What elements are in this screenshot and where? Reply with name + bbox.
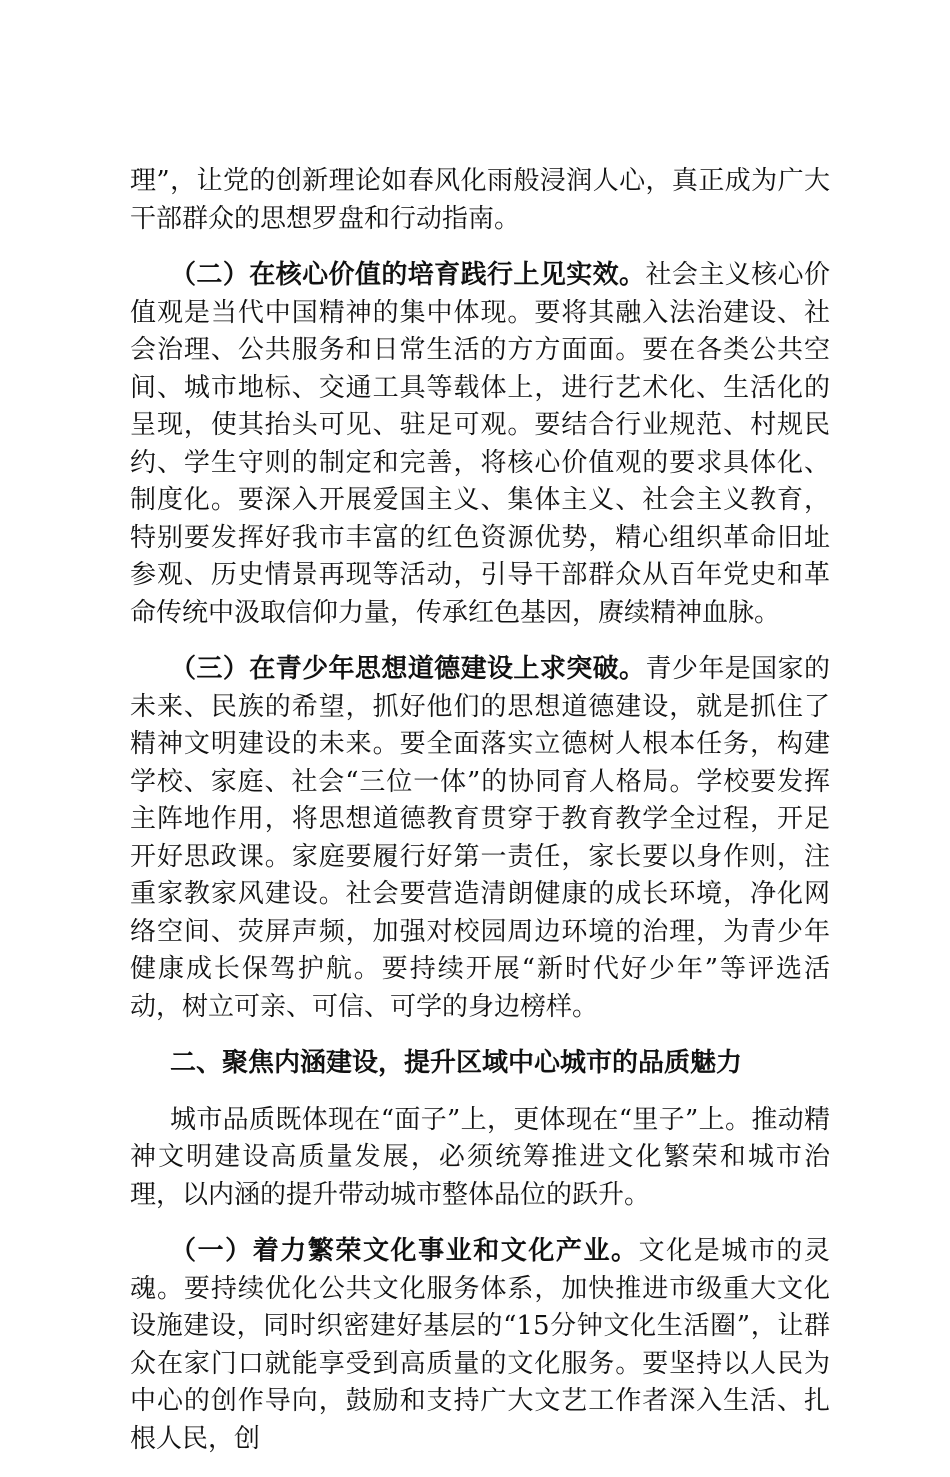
paragraph-lead-heading: （二）在核心价值的培育践行上见实效。 [170,260,646,290]
section-heading: 二、聚焦内涵建设，提升区域中心城市的品质魅力 [170,1048,743,1078]
paragraph-text: 青少年是国家的未来、民族的希望，抓好他们的思想道德建设，就是抓住了精神文明建设的未来。要全面落实立德树人根本任务，构建学校、家庭、社会“三位一体”的协同育人格局。学校要发挥主阵地作用，将思想道德教育贯穿于教育教学全过程，开足开好思政课。家庭要履行好第一责任，家长要以身作则，注重家教家风建设。社会要营造清朗健康的成长环境，净化网络空间、荧屏声频，加强对校园周边环境的治理，为青少年健康成长保驾护航。要持续开展“新时代好少年”等评选活动，树立可亲、可信、可学的身边榜样。 [130,654,830,1022]
paragraph-text: 理”，让党的创新理论如春风化雨般浸润人心，真正成为广大干部群众的思想罗盘和行动指南。 [130,166,830,234]
paragraph-city-quality [130,1102,830,1215]
paragraph-continuation [130,163,830,238]
paragraph-core-values [130,257,830,632]
document-body [130,163,830,1477]
paragraph-culture-industry [130,1233,830,1458]
paragraph-text: 社会主义核心价值观是当代中国精神的集中体现。要将其融入法治建设、社会治理、公共服务和日常生活的方方面面。要在各类公共空间、城市地标、交通工具等载体上，进行艺术化、生活化的呈现，使其抬头可见、驻足可观。要结合行业规范、村规民约、学生守则的制定和完善，将核心价值观的要求具体化、制度化。要深入开展爱国主义、集体主义、社会主义教育，特别要发挥好我市丰富的红色资源优势，精心组织革命旧址参观、历史情景再现等活动，引导干部群众从百年党史和革命传统中汲取信仰力量，传承红色基因，赓续精神血脉。 [130,260,830,628]
paragraph-lead-heading: （三）在青少年思想道德建设上求突破。 [170,654,646,684]
paragraph-lead-heading: （一）着力繁荣文化事业和文化产业。 [170,1236,639,1266]
paragraph-text: 城市品质既体现在“面子”上，更体现在“里子”上。推动精神文明建设高质量发展，必须统筹推进文化繁荣和城市治理，以内涵的提升带动城市整体品位的跃升。 [130,1104,830,1210]
paragraph-youth-morality [130,651,830,1026]
paragraph-text: 文化是城市的灵魂。要持续优化公共文化服务体系，加快推进市级重大文化设施建设，同时织密建好基层的“15分钟文化生活圈”，让群众在家门口就能享受到高质量的文化服务。要坚持以人民为中心的创作导向，鼓励和支持广大文艺工作者深入生活、扎根人民，创 [130,1236,830,1454]
